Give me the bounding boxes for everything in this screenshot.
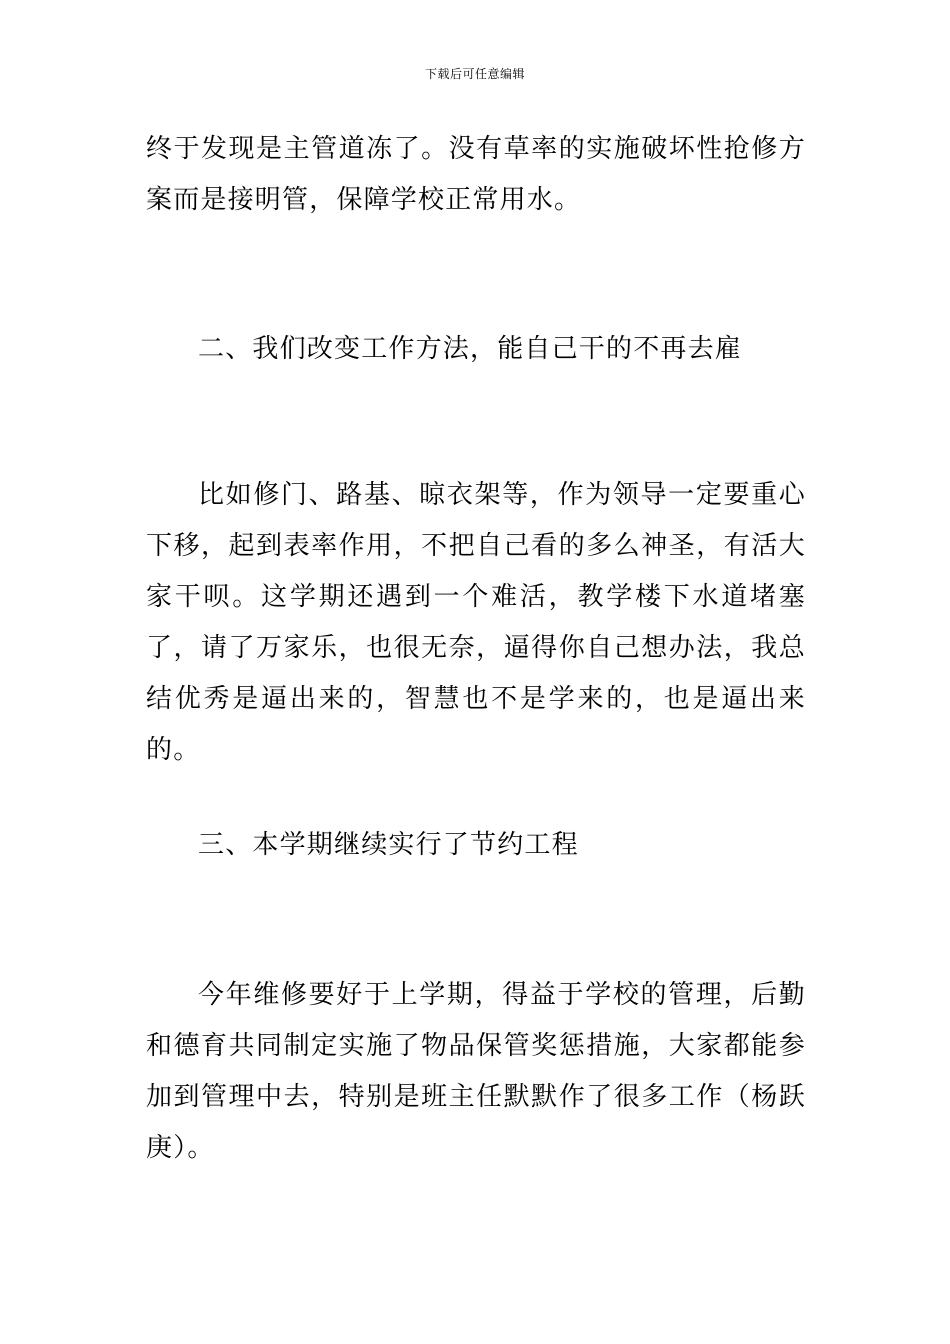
- paragraph-section-3: 今年维修要好于上学期，得益于学校的管理，后勤和德育共同制定实施了物品保管奖惩措施，大家都能参加到管理中去，特别是班主任默默作了很多工作（杨跃庚）。: [146, 980, 806, 1163]
- paragraph-continued: 终于发现是主管道冻了。没有草率的实施破坏性抢修方案而是接明管，保障学校正常用水。: [146, 134, 806, 215]
- section-heading-3: 三、本学期继续实行了节约工程: [198, 830, 579, 860]
- paragraph-section-2: 比如修门、路基、晾衣架等，作为领导一定要重心下移，起到表率作用，不把自己看的多么神圣，有活大家干呗。这学期还遇到一个难活，教学楼下水道堵塞了，请了万家乐，也很无奈，逼得你自己想办法，我总结优秀是逼出来的，智慧也不是学来的，也是逼出来的。: [146, 480, 806, 765]
- section-heading-2: 二、我们改变工作方法，能自己干的不再去雇: [198, 334, 743, 364]
- page-header: 下载后可任意编辑: [424, 67, 525, 81]
